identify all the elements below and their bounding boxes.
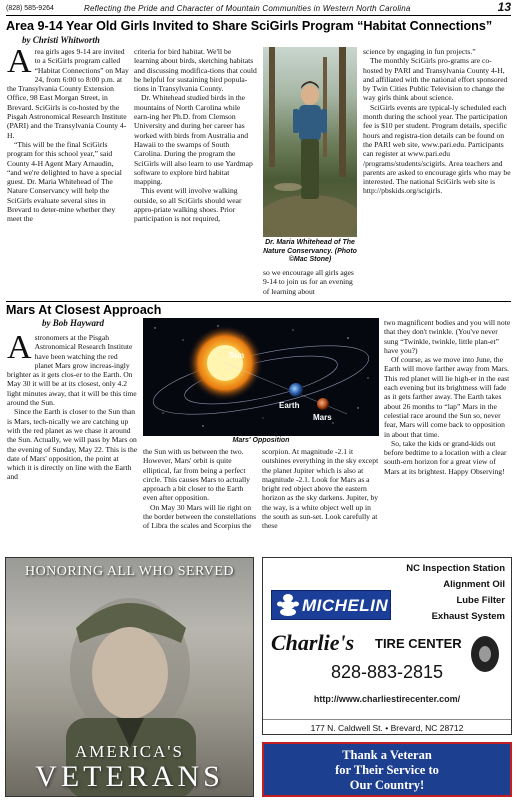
- article1-byline: by Christi Whitworth: [22, 35, 100, 45]
- article2-column-3: scorpion. At magnitude -2.1 it outshines everything in the sky except the planet Jupiter which is also at magnitude -2.1. Look for Mars as a bright red object above the eastern horizon as the sky darkens. Jupiter, by the way, is a white object well up in the south as sun-set. Look carefully at these: [262, 447, 379, 531]
- charlies-name: Charlie's: [271, 630, 355, 655]
- veterans-ad-line1: AMERICA'S: [75, 742, 184, 761]
- page-number: 13: [497, 0, 511, 14]
- michelin-man-icon: [275, 592, 301, 620]
- photo-illustration: [263, 47, 357, 237]
- thank-line-2: for Their Service to: [335, 763, 439, 777]
- article2-headline: Mars At Closest Approach: [6, 303, 162, 317]
- service-alignment: Alignment Oil: [443, 579, 505, 590]
- charlies-address: 177 N. Caldwell St. • Brevard, NC 28712: [263, 719, 511, 733]
- graphic-caption: Mars' Opposition: [232, 437, 290, 444]
- michelin-text: MICHELIN: [302, 596, 389, 615]
- thank-veteran-ad[interactable]: [262, 742, 512, 797]
- header-phone: (828) 585-9264: [6, 5, 54, 12]
- whitehead-photo: [263, 47, 357, 237]
- veterans-ad-line2: VETERANS: [35, 760, 224, 793]
- article2-dropcap: A: [7, 333, 32, 366]
- section-divider: [6, 301, 511, 302]
- article1-column-1: Area girls ages 9-14 are invited to a SciGirls program called “Habitat Connections” on May 24, from 6:00 to 8:00 p.m. at the Transylvania County Extension Office, 98 East Morgan Street, in Brevard. SciGirls is co-hosted by the Pisgah Astronomical Research Institute (PARI) and the Transylvania County 4-H. “This will be the final SciGirls program for this school year,” said County 4-H Agent Mary Arnaudin, “and we're delighted to have a special guest. Dr. Maria Whitehead of The Nature Conservancy will help the SciGirls evaluate several sites in Brevard to deter-mine whether they meet the: [7, 47, 129, 224]
- michelin-logo: [271, 590, 391, 620]
- photo-caption: Dr. Maria Whitehead of The Nature Conservancy. (Photo ©Mac Stone): [263, 239, 357, 263]
- article1-column-3: so we encourage all girls ages 9-14 to join us for an evening of learning about: [263, 268, 354, 296]
- charlies-tire-ad[interactable]: [262, 557, 512, 735]
- header-tagline: Reflecting the Pride and Character of Mountain Communities in Western North Carolina: [84, 4, 411, 13]
- mars-opposition-graphic: [143, 318, 379, 436]
- tire-center-label: TIRE CENTER: [375, 636, 462, 651]
- charlies-url[interactable]: http://www.charliestirecenter.com/: [313, 694, 461, 704]
- article1-headline: Area 9-14 Year Old Girls Invited to Share SciGirls Program “Habitat Connections”: [6, 19, 493, 33]
- charlies-phone[interactable]: 828-883-2815: [330, 662, 444, 682]
- article1-dropcap: A: [7, 47, 32, 80]
- mars-label: Mars: [313, 413, 332, 422]
- space-illustration: [143, 318, 379, 436]
- earth-label: Earth: [279, 401, 300, 410]
- article2-column-4: two magnificent bodies and you will note that they don't twinkle. (You've never sung “Twinkle, twinkle, little plan-et” have you?) Of course, as we move into June, the Earth will move farther away from Mars. This red planet will lie high-er in the east each evening but its brightness will fade as it gets farther away. The Earth takes about 26 months to “lap” Mars in the celestial race around the Sun so, never fear, Mars will come back to opposition in about that time. So, take the kids or grand-kids out before bedtime to a location with a clear south-ern horizon for a great view of Mars at its brightest. Happy Observing!: [384, 318, 511, 476]
- thank-line-1: Thank a Veteran: [342, 748, 432, 762]
- article2-column-1: Astronomers at the Pisgah Astronomical Research Institute have been watching the red planet Mars grow increas-ingly brighter as it gets clos-er to the Earth. On May 30 it will be at its closest, only 4.2 light minutes away, that it will be this time around the Sun. Since the Earth is closer to the Sun than is Mars, tech-nically we are catching up with the red planet as we chase it around the Sun. Actually, we will pass by Mars on the evening of Sunday, May 22. This is the date of Mars' opposition, the point at which it is directly on line with the Earth and: [7, 333, 138, 482]
- service-lube: Lube Filter: [456, 595, 505, 606]
- article1-column-4: science by engaging in fun projects.” The monthly SciGirls pro-grams are co-hosted by PARI and Transylvania County 4-H, and affiliated with the national effort sponsored by Twin Cities Public Television to change the way girls think about science. SciGirls events are typical-ly scheduled each month during the school year. The participation fee is $10 per student. Program details, specific hours and registra-tion details can be found on the PARI web site, www.pari.edu. Participants can register at www.pari.edu /programs/students/scigirls. Area teachers and parents are asked to encourage girls who may be interested. The national SciGirls web site is http://pbskids.org/scigirls.: [363, 47, 511, 196]
- veterans-ad[interactable]: [5, 557, 254, 797]
- article1-column-2: criteria for bird habitat. We'll be learning about birds, sketching habitats and discussing modifica-tions that could be helpful for sustaining bird popula-tions in Transylvania County. Dr. Whitehead studied birds in the mountains of North Carolina while earn-ing her Ph.D. from Clemson University and during her career has worked with birds from Australia and Hawaii to the swamps of South Carolina. During the program the SciGirls will also learn to use Yardmap software to explore bird habitat mapping. This event will involve walking outside, so all SciGirls should wear appro-priate walking shoes. Prior participation is not required,: [134, 47, 257, 224]
- service-exhaust: Exhaust System: [431, 611, 505, 622]
- sun-label: Sun: [229, 351, 245, 360]
- article2-byline: by Bob Hayward: [42, 318, 104, 328]
- page-header: [6, 0, 511, 16]
- article2-column-2: the Sun with us between the two. However, Mars' orbit is quite elliptical, far from being a perfect circle. This causes Mars to actually approach a bit closer to the Earth even after opposition. On May 30 Mars will lie right on the border between the constellations of Libra the scales and Scorpius the: [143, 447, 257, 531]
- veterans-ad-top: HONORING ALL WHO SERVED: [24, 564, 235, 579]
- thank-line-3: Our Country!: [349, 778, 425, 792]
- service-inspection: NC Inspection Station: [406, 563, 505, 574]
